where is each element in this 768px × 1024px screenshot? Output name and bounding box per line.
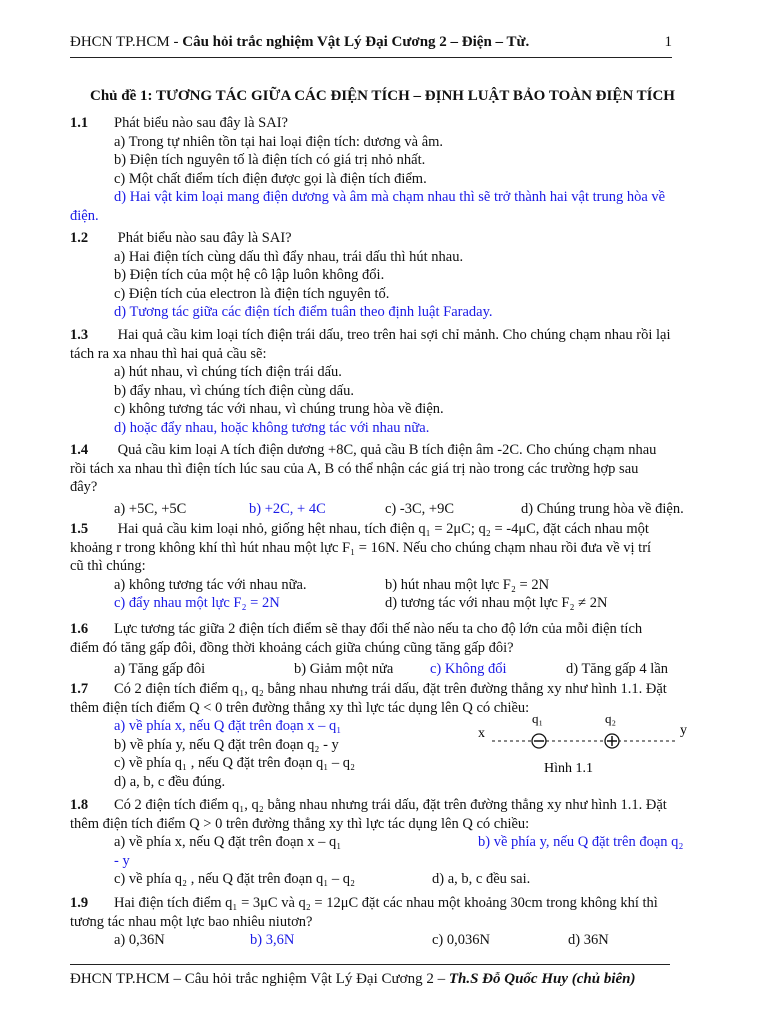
question-stem: Hai quả cầu kim loại nhỏ, giống hệt nhau, tích điện q₁ = 2μC; q₂ = -4μC, đặt cách nhau một bbox=[117, 521, 649, 537]
option-a: a) về phía x, nếu Q đặt trên đoạn x – q₁ bbox=[114, 834, 342, 851]
page-header bbox=[70, 34, 672, 58]
question-1-9 bbox=[70, 894, 698, 950]
option-a: a) +5C, +5C bbox=[114, 500, 187, 517]
option-b: b) 3,6N bbox=[250, 932, 295, 949]
question-number: 1.7 bbox=[70, 681, 89, 697]
option-c: c) -3C, +9C bbox=[385, 500, 454, 517]
question-1-1 bbox=[70, 114, 698, 226]
option-a: a) về phía x, nếu Q đặt trên đoạn x – q₁ bbox=[114, 718, 342, 735]
option-b-continued: - y bbox=[114, 852, 130, 869]
footer-author: Th.S Đỗ Quốc Huy (chủ biên) bbox=[448, 971, 636, 987]
option-b: b) Điện tích nguyên tố là điện tích có giá trị nhỏ nhất. bbox=[114, 152, 426, 169]
label-q1: q₁ bbox=[532, 711, 544, 726]
question-stem: Phát biểu nào sau đây là SAI? bbox=[114, 115, 288, 131]
option-b: b) hút nhau một lực F₂ = 2N bbox=[385, 576, 550, 593]
option-d: d) Chúng trung hòa về điện. bbox=[521, 500, 684, 517]
question-stem: Có 2 điện tích điểm q₁, q₂ bằng nhau nhưng trái dấu, đặt trên đường thẳng xy như hình 1.1. Đặt bbox=[114, 681, 667, 697]
question-number: 1.3 bbox=[70, 327, 89, 343]
label-q2: q₂ bbox=[605, 711, 617, 726]
option-a: a) hút nhau, vì chúng tích điện trái dấu. bbox=[114, 364, 342, 381]
option-b: b) về phía y, nếu Q đặt trên đoạn q₂ bbox=[478, 834, 684, 851]
footer-text: ĐHCN TP.HCM – Câu hỏi trắc nghiệm Vật Lý Đại Cương 2 – bbox=[70, 971, 449, 987]
page-footer bbox=[70, 964, 670, 988]
option-c: c) không tương tác với nhau, vì chúng trung hòa về điện. bbox=[114, 401, 444, 418]
charge-line-diagram bbox=[478, 710, 698, 776]
question-stem: Hai điện tích điểm q₁ = 3μC và q₂ = 12μC đặt các nhau một khoảng 30cm trong không khí thì bbox=[114, 895, 658, 911]
question-1-5 bbox=[70, 520, 698, 613]
question-stem-continued: thêm điện tích điểm Q > 0 trên đường thẳng xy thì lực tác dụng lên Q có chiều: bbox=[70, 815, 530, 832]
option-d: d) a, b, c đều sai. bbox=[432, 871, 531, 888]
option-b: b) Điện tích của một hệ cô lập luôn không đổi. bbox=[114, 267, 385, 284]
option-c: c) Không đổi bbox=[430, 661, 507, 678]
question-stem-continued: rồi tách xa nhau thì điện tích lúc sau của A, B có thể nhận các giá trị nào trong các trường hợp sau bbox=[70, 460, 639, 477]
question-number: 1.2 bbox=[70, 230, 89, 246]
option-d: d) Tương tác giữa các điện tích điểm tuân theo định luật Faraday. bbox=[114, 304, 493, 321]
option-a: a) 0,36N bbox=[114, 932, 165, 949]
option-c: c) về phía q₁ , nếu Q đặt trên đoạn q₁ – q₂ bbox=[114, 755, 356, 772]
option-b: b) về phía y, nếu Q đặt trên đoạn q₂ - y bbox=[114, 736, 339, 753]
option-a: a) Trong tự nhiên tồn tại hai loại điện tích: dương và âm. bbox=[114, 133, 444, 150]
topic-title: Chủ đề 1: TƯƠNG TÁC GIỮA CÁC ĐIỆN TÍCH – ĐỊNH LUẬT BẢO TOÀN ĐIỆN TÍCH bbox=[90, 88, 675, 104]
header-school: ĐHCN TP.HCM - bbox=[70, 34, 183, 50]
question-number: 1.5 bbox=[70, 521, 89, 537]
question-1-6 bbox=[70, 620, 698, 679]
option-d: d) tương tác với nhau một lực F₂ ≠ 2N bbox=[385, 595, 608, 612]
option-a: a) không tương tác với nhau nữa. bbox=[114, 576, 307, 593]
question-stem-continued: tương tác nhau một lực bao nhiêu niutơn? bbox=[70, 913, 313, 930]
question-1-2 bbox=[70, 229, 698, 322]
label-y: y bbox=[680, 723, 687, 738]
question-stem: Có 2 điện tích điểm q₁, q₂ bằng nhau nhưng trái dấu, đặt trên đường thẳng xy như hình 1.1. Đặt bbox=[114, 797, 667, 813]
question-stem: Quả cầu kim loại A tích điện dương +8C, quả cầu B tích điện âm -2C. Cho chúng chạm nhau bbox=[117, 442, 657, 458]
question-stem-continued: khoảng r trong không khí thì hút nhau một lực F₁ = 16N. Nếu cho chúng chạm nhau rồi đưa về vị trí bbox=[70, 539, 652, 556]
option-a: a) Hai điện tích cùng dấu thì đẩy nhau, trái dấu thì hút nhau. bbox=[114, 248, 464, 265]
option-a: a) Tăng gấp đôi bbox=[114, 661, 206, 678]
option-d-continued: điện. bbox=[70, 207, 99, 224]
question-stem-continued: thêm điện tích điểm Q < 0 trên đường thẳng xy thì lực tác dụng lên Q có chiều: bbox=[70, 699, 530, 716]
option-d: d) 36N bbox=[568, 932, 609, 949]
question-1-8 bbox=[70, 796, 698, 889]
figure-caption: Hình 1.1 bbox=[544, 761, 593, 776]
option-d: d) hoặc đẩy nhau, hoặc không tương tác với nhau nữa. bbox=[114, 419, 430, 436]
label-x: x bbox=[478, 726, 485, 741]
figure-1-1 bbox=[478, 710, 698, 776]
question-1-3 bbox=[70, 326, 698, 438]
option-b: b) đẩy nhau, vì chúng tích điện cùng dấu. bbox=[114, 382, 354, 399]
question-stem: Hai quả cầu kim loại tích điện trái dấu, treo trên hai sợi chỉ mảnh. Cho chúng chạm nhau rồi lại bbox=[117, 327, 671, 343]
question-number: 1.1 bbox=[70, 115, 89, 131]
page-number: 1 bbox=[664, 34, 672, 50]
option-c: c) đẩy nhau một lực F₂ = 2N bbox=[114, 595, 280, 612]
option-b: b) Giảm một nửa bbox=[294, 661, 394, 678]
option-c: c) về phía q₂ , nếu Q đặt trên đoạn q₁ – q₂ bbox=[114, 871, 356, 888]
question-stem-continued: đây? bbox=[70, 479, 98, 496]
option-d: d) Tăng gấp 4 lần bbox=[566, 661, 669, 678]
question-stem: Phát biểu nào sau đây là SAI? bbox=[117, 230, 292, 246]
question-number: 1.6 bbox=[70, 621, 89, 637]
question-stem-continued: cũ thì chúng: bbox=[70, 558, 146, 575]
option-c: c) Một chất điểm tích điện được gọi là điện tích điểm. bbox=[114, 170, 427, 187]
option-d: d) Hai vật kim loại mang điện dương và âm mà chạm nhau thì sẽ trở thành hai vật trung hòa về bbox=[114, 189, 666, 206]
option-b: b) +2C, + 4C bbox=[249, 500, 326, 517]
header-title bbox=[70, 34, 529, 51]
option-c: c) 0,036N bbox=[432, 932, 490, 949]
question-number: 1.9 bbox=[70, 895, 89, 911]
question-number: 1.4 bbox=[70, 442, 89, 458]
header-course: Câu hỏi trắc nghiệm Vật Lý Đại Cương 2 – Điện – Từ. bbox=[182, 34, 530, 50]
question-stem-continued: tách ra xa nhau thì hai quả cầu sẽ: bbox=[70, 345, 267, 362]
question-number: 1.8 bbox=[70, 797, 89, 813]
option-c: c) Điện tích của electron là điện tích nguyên tố. bbox=[114, 285, 390, 302]
question-stem-continued: điểm đó tăng gấp đôi, đồng thời khoảng cách giữa chúng cũng tăng gấp đôi? bbox=[70, 639, 514, 656]
question-stem: Lực tương tác giữa 2 điện tích điểm sẽ thay đổi thế nào nếu ta cho độ lớn của mỗi điện tích bbox=[114, 621, 643, 637]
option-d: d) a, b, c đều đúng. bbox=[114, 773, 226, 790]
question-1-4 bbox=[70, 441, 698, 518]
